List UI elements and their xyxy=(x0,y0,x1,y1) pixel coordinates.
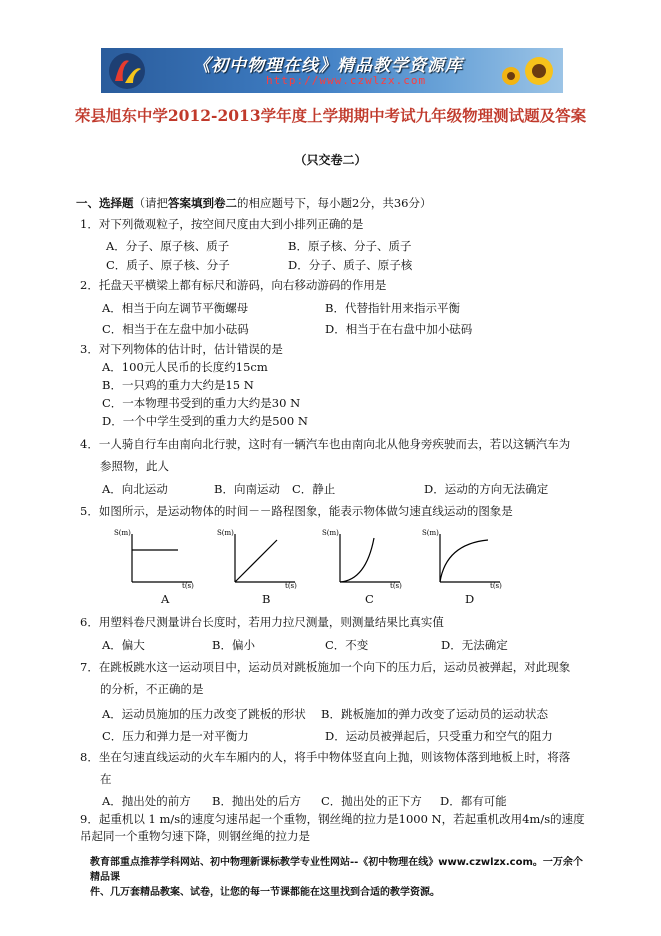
sunflower-icon xyxy=(495,52,559,90)
graph-b xyxy=(215,526,305,596)
q7-option-c: C．压力和弹力是一对平衡力 xyxy=(102,729,249,743)
q3-option-d: D．一个中学生受到的重力大约是500 N xyxy=(102,414,308,428)
q1-option-c: C．质子、原子核、分子 xyxy=(106,258,230,272)
q3-option-c: C．一本物理书受到的重力大约是30 N xyxy=(102,396,301,410)
q8-stem-line2: 在 xyxy=(100,772,112,786)
graph-c-xlabel: t(s) xyxy=(390,582,402,590)
graph-c xyxy=(320,526,410,596)
q2-option-d: D．相当于在右盘中加小砝码 xyxy=(325,322,473,336)
banner-title: 《初中物理在线》精品教学资源库 xyxy=(193,56,463,76)
site-logo-icon xyxy=(107,51,147,91)
q2-option-c: C．相当于在左盘中加小砝码 xyxy=(102,322,249,336)
q8-stem-line1: 8．坐在匀速直线运动的火车车厢内的人，将手中物体竖直向上抛，则该物体落到地板上时，将落 xyxy=(80,750,571,764)
section-title: 一、选择题 xyxy=(76,196,134,210)
q3-option-b: B．一只鸡的重力大约是15 N xyxy=(102,378,254,392)
q4-stem-line2: 参照物，此人 xyxy=(100,459,169,473)
graph-d-ylabel: S(m) xyxy=(422,529,439,537)
banner-url[interactable]: http://www.czwlzx.com xyxy=(266,74,427,87)
q3-stem: 3．对下列物体的估计时，估计错误的是 xyxy=(80,342,283,356)
graph-b-curve xyxy=(235,540,277,582)
q7-option-d: D．运动员被弹起后，只受重力和空气的阻力 xyxy=(325,729,553,743)
footer-line-2: 件、几万套精品教案、试卷，让您的每一节课都能在这里找到合适的教学资源。 xyxy=(90,887,440,898)
q6-option-d: D．无法确定 xyxy=(441,638,508,652)
q7-stem-line2: 的分析，不正确的是 xyxy=(100,682,204,696)
q2-stem: 2．托盘天平横梁上都有标尺和游码，向右移动游码的作用是 xyxy=(80,278,387,292)
graph-label-a: A xyxy=(161,592,170,606)
graph-d-xlabel: t(s) xyxy=(490,582,502,590)
section-instr-bold: 答案填到卷二 xyxy=(168,196,237,210)
graph-c-curve xyxy=(340,538,374,582)
graph-b-xlabel: t(s) xyxy=(285,582,297,590)
footer-line-1: 教育部重点推荐学科网站、初中物理新课标教学专业性网站--《初中物理在线》www.czwlzx.com。一万余个精品课 xyxy=(90,857,583,883)
q6-option-a: A．偏大 xyxy=(102,638,145,652)
header-banner xyxy=(101,48,563,93)
section-instr-post: 的相应题号下，每小题2分，共36分） xyxy=(237,196,432,210)
q8-option-d: D．都有可能 xyxy=(440,794,507,808)
q3-option-a: A．100元人民币的长度约15cm xyxy=(102,360,268,374)
graph-d xyxy=(420,526,510,596)
q8-option-a: A．抛出处的前方 xyxy=(102,794,191,808)
q2-option-a: A．相当于向左调节平衡螺母 xyxy=(102,301,249,315)
q6-option-c: C．不变 xyxy=(325,638,369,652)
q9-stem-line1: 9．起重机以 1 m/s的速度匀速吊起一个重物，钢丝绳的拉力是1000 N，若起重机改用4m/s的速度 xyxy=(80,812,585,826)
q1-stem: 1．对下列微观粒子，按空间尺度由大到小排列正确的是 xyxy=(80,217,364,231)
document-title: 荣县旭东中学2012-2013学年度上学期期中考试九年级物理测试题及答案 xyxy=(74,106,587,125)
q7-option-a: A．运动员施加的压力改变了跳板的形状 xyxy=(102,707,306,721)
footer-note xyxy=(90,855,590,900)
document-subtitle: （只交卷二） xyxy=(294,153,367,167)
q4-stem-line1: 4．一人骑自行车由南向北行驶，这时有一辆汽车也由南向北从他身旁疾驶而去，若以这辆汽车为 xyxy=(80,437,571,451)
graph-label-b: B xyxy=(262,592,271,606)
q7-option-b: B．跳板施加的弹力改变了运动员的运动状态 xyxy=(321,707,548,721)
q6-option-b: B．偏小 xyxy=(212,638,255,652)
q4-option-c: C．静止 xyxy=(292,482,336,496)
q2-option-b: B．代替指针用来指示平衡 xyxy=(325,301,460,315)
graph-b-ylabel: S(m) xyxy=(217,529,234,537)
q9-stem-line2: 吊起同一个重物匀速下降，则钢丝绳的拉力是 xyxy=(80,829,310,843)
graph-a-xlabel: t(s) xyxy=(182,582,194,590)
graph-d-curve xyxy=(440,540,488,582)
graph-a-ylabel: S(m) xyxy=(114,529,131,537)
q6-stem: 6．用塑料卷尺测量讲台长度时，若用力拉尺测量，则测量结果比真实值 xyxy=(80,615,444,629)
q4-option-a: A．向北运动 xyxy=(102,482,168,496)
q1-option-d: D．分子、质子、原子核 xyxy=(288,258,413,272)
graph-label-c: C xyxy=(365,592,374,606)
q1-option-a: A．分子、原子核、质子 xyxy=(106,239,230,253)
q7-stem-line1: 7．在跳板跳水这一运动项目中，运动员对跳板施加一个向下的压力后，运动员被弹起，对此现象 xyxy=(80,660,571,674)
q8-option-c: C．抛出处的正下方 xyxy=(321,794,422,808)
graph-a xyxy=(112,526,202,596)
q8-option-b: B．抛出处的后方 xyxy=(212,794,301,808)
section-heading xyxy=(76,195,431,211)
q5-stem: 5．如图所示，是运动物体的时间－－路程图象，能表示物体做匀速直线运动的图象是 xyxy=(80,504,513,518)
section-instr-pre: （请把 xyxy=(133,196,168,210)
graph-label-d: D xyxy=(465,592,475,606)
graph-c-ylabel: S(m) xyxy=(322,529,339,537)
q4-option-d: D．运动的方向无法确定 xyxy=(424,482,549,496)
q1-option-b: B．原子核、分子、质子 xyxy=(288,239,412,253)
q4-option-b: B．向南运动 xyxy=(214,482,280,496)
